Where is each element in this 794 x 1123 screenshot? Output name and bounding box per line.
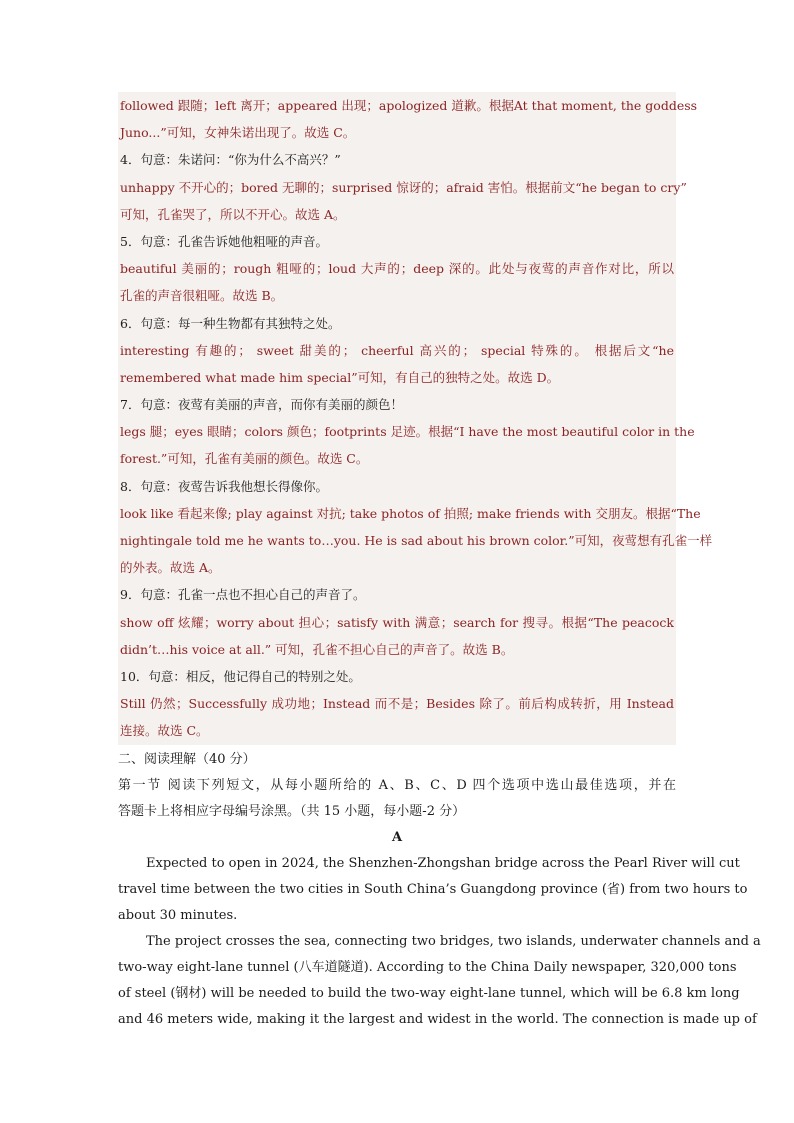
question-meaning-line: 9．句意：孔雀一点也不担心自己的声音了。 [120,587,366,603]
explanation-line: legs 腿；eyes 眼睛；colors 颜色；footprints 足迹。根据“I have the most beautiful color in the [120,424,695,440]
explanation-line: remembered what made him special”可知，有自己的独特之处。故选 D。 [120,369,560,385]
passage-line: Expected to open in 2024, the Shenzhen-Zhongshan bridge across the Pearl River will cut [146,856,740,871]
question-meaning-line: 5．句意：孔雀告诉她他粗哑的声音。 [120,233,328,249]
answer-explanations [118,92,713,745]
explanation-line: forest.”可知，孔雀有美丽的颜色。故选 C。 [120,451,369,467]
question-meaning-line: 4．句意：朱诺问：“你为什么不高兴？” [120,152,341,168]
passage-line: about 30 minutes. [118,908,238,923]
explanation-line: followed 跟随；left 离开；appeared 出现；apologized 道歉。根据At that moment, the goddess [120,98,698,113]
passage-text [118,851,761,1033]
explanation-line: 孔雀的声音很粗哑。故选 B。 [120,288,284,304]
reading-section [118,747,761,1033]
question-meaning-line: 6．句意：每一种生物都有其独特之处。 [120,315,341,331]
explanation-line: Still 仍然；Successfully 成功地；Instead 而不是；Besides 除了。前后构成转折，用 Instead [120,696,674,712]
explanation-line: 连接。故选 C。 [120,723,209,739]
passage-line: travel time between the two cities in South China’s Guangdong province (省) from two hours to [118,882,748,897]
question-meaning-line: 10．句意：相反，他记得自己的特别之处。 [120,668,361,684]
explanation-line: unhappy 不开心的；bored 无聊的；surprised 惊讶的；afraid 害怕。根据前文“he began to cry” [120,179,687,195]
explanation-line: show off 炫耀；worry about 担心；satisfy with 满意；search for 搜寻。根据“The peacock [120,614,674,630]
explanation-line: interesting 有趣的； sweet 甜美的； cheerful 高兴的； special 特殊的。 根据后文“he [120,342,674,358]
section-instruction-line-2: 答题卡上将相应字母编号涂黑。（共 15 小题，每小题-2 分） [118,804,466,819]
passage-line: two-way eight-lane tunnel (八车道隧道). According to the China Daily newspaper, 320,000 tons [118,960,737,975]
passage-label: A [391,830,403,845]
passage-line: The project crosses the sea, connecting two bridges, two islands, underwater channels and a [146,934,761,949]
explanation-line: nightingale told me he wants to…you. He is sad about his brown color.”可知，夜莺想有孔雀一样 [120,533,713,548]
explanation-line: Juno...”可知，女神朱诺出现了。故选 C。 [120,125,356,141]
explanation-line: look like 看起来像; play against 对抗; take photos of 拍照; make friends with 交朋友。根据“The [120,505,701,521]
passage-line: of steel (钢材) will be needed to build the two-way eight-lane tunnel, which will be 6.8 km long [118,986,740,1001]
explanation-line: didn’t…his voice at all.” 可知，孔雀不担心自己的声音了。故选 B。 [120,641,514,657]
question-meaning-line: 8．句意：夜莺告诉我他想长得像你。 [120,478,328,494]
explanation-line: 可知，孔雀哭了，所以不开心。故选 A。 [120,206,346,222]
passage-line: and 46 meters wide, making it the largest and widest in the world. The connection is made up of [118,1012,757,1027]
explanation-line: beautiful 美丽的；rough 粗哑的；loud 大声的；deep 深的。此处与夜莺的声音作对比，所以 [120,261,674,277]
question-meaning-line: 7．句意：夜莺有美丽的声音，而你有美丽的颜色！ [120,397,403,413]
section-instruction-line-1: 第一节 阅读下列短文，从每小题所给的 A、B、C、D 四个选项中选山最佳选项，并在 [118,778,676,793]
section-heading: 二、阅读理解（40 分） [118,752,256,767]
explanation-line: 的外表。故选 A。 [120,560,221,576]
